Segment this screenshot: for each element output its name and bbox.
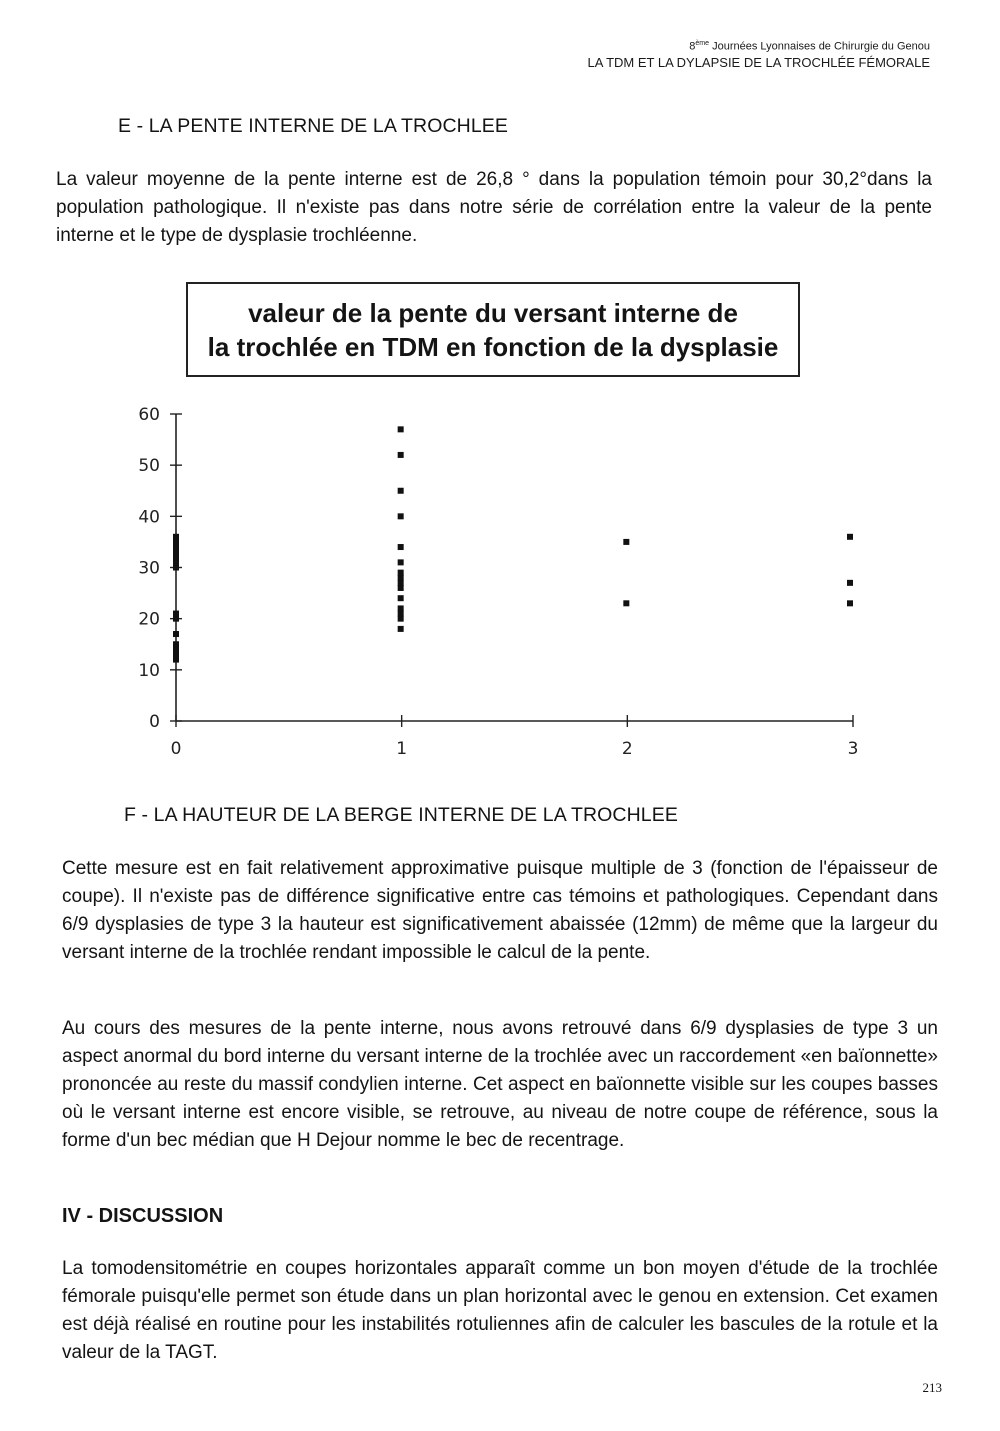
section-e-title: E - LA PENTE INTERNE DE LA TROCHLEE [118,115,508,137]
data-point [398,626,404,632]
data-point [173,631,179,637]
page-number: 213 [922,1380,942,1395]
x-tick-label: 2 [621,739,633,759]
data-point [623,600,629,606]
y-tick-label: 60 [138,405,160,425]
y-tick-label: 40 [138,507,160,528]
discussion-title: IV - DISCUSSION [62,1205,224,1227]
y-tick-label: 10 [138,660,160,681]
data-point [847,534,853,540]
data-point [398,513,404,519]
x-tick-label: 1 [396,739,408,759]
data-point [398,585,404,591]
data-point [173,657,179,663]
data-point [398,570,404,576]
x-tick-label: 0 [170,739,182,759]
data-point [398,426,404,432]
data-point [398,452,404,458]
running-header-line2: LA TDM ET LA DYLAPSIE DE LA TROCHLÉE FÉMORALE [587,54,930,70]
section-f-title: F - LA HAUTEUR DE LA BERGE INTERNE DE LA TROCHLEE [124,804,678,826]
data-point [398,605,404,611]
section-e-paragraph: La valeur moyenne de la pente interne est de 26,8 ° dans la population témoin pour 30,2°dans la population pathologique. Il n'existe pas dans notre série de corrélation entre la valeur de la pente interne et le type de dysplasie trochléenne. [56,169,932,246]
header-conference-name: Journées Lyonnaises de Chirurgie du Genou [709,40,930,53]
section-f-paragraph-1: Cette mesure est en fait relativement approximative puisque multiple de 3 (fonction de l'épaisseur de coupe). Il n'existe pas de différence significative entre cas témoins et pathologiques. Cependant dans 6/9 dysplasies de type 3 la hauteur est significativement abaissée (12mm) de même que la largeur du versant interne de la trochlée rendant impossible le calcul de la pente. [62,858,938,963]
data-point [173,539,179,545]
header-ordinal-suffix: ème [695,40,710,47]
y-tick-label: 0 [149,712,160,732]
data-point [173,549,179,555]
data-point [847,600,853,606]
chart-title-line1: valeur de la pente du versant interne de [248,297,738,328]
data-point [398,575,404,581]
header-ordinal-number: 8 [689,40,696,53]
x-tick-label: 3 [847,739,859,759]
data-point [398,611,404,617]
data-point [398,616,404,622]
data-point [173,534,179,540]
data-point [173,559,179,565]
data-point [173,544,179,550]
data-point [173,651,179,657]
chart-title-line2: la trochlée en TDM en fonction de la dysplasie [207,331,779,362]
y-tick-label: 50 [138,456,160,477]
data-point [173,646,179,652]
section-f-paragraph-2: Au cours des mesures de la pente interne, nous avons retrouvé dans 6/9 dysplasies de type 3 un aspect anormal du bord interne du versant interne de la trochlée avec un raccordement «en baïonnette» prononcée au reste du massif condylien interne. Cet aspect en baïonnette visible sur les coupes basses où le versant interne est encore visible, se retrouve, au niveau de notre coupe de référence, sous la forme d'un bec médian que H Dejour nomme le bec de recentrage. [62,1018,938,1151]
data-point [173,616,179,622]
data-point [398,559,404,565]
data-point [623,539,629,545]
data-point [173,611,179,617]
data-point [847,580,853,586]
data-point [398,595,404,601]
discussion-paragraph: La tomodensitométrie en coupes horizontales apparaît comme un bon moyen d'étude de la trochlée fémorale puisqu'elle permet son étude dans un plan horizontal avec le genou en extension. Cet examen est déjà réalisé en routine pour les instabilités rotuliennes afin de calculer les bascules de la rotule et la valeur de la TAGT. [62,1258,938,1363]
data-point [398,488,404,494]
data-point [173,641,179,647]
y-tick-label: 30 [138,558,160,579]
data-point [398,544,404,550]
data-point [173,565,179,571]
y-tick-label: 20 [138,609,160,630]
data-point [173,554,179,560]
data-point [398,580,404,586]
